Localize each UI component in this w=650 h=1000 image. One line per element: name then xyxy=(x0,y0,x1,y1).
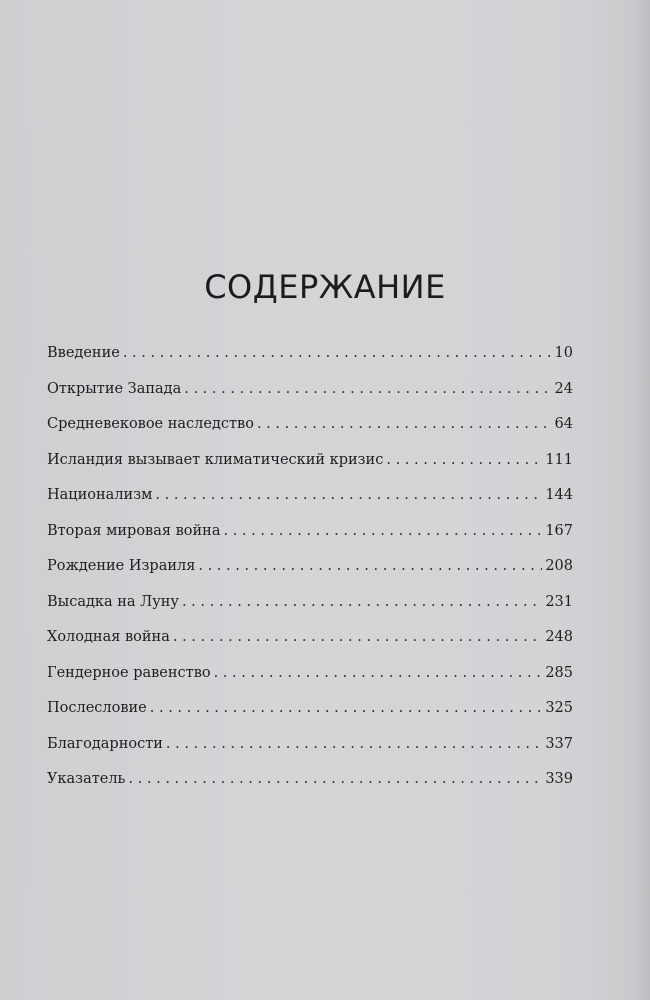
toc-entry-label: Благодарности xyxy=(47,735,163,752)
toc-entry-label: Средневековое наследство xyxy=(47,416,254,432)
toc-entry-label: Гендерное равенство xyxy=(47,664,211,681)
toc-entry-page-number: 10 xyxy=(554,345,573,361)
toc-entry xyxy=(47,764,573,800)
page-edge-shadow xyxy=(632,0,650,1000)
toc-entry xyxy=(47,480,573,516)
dot-leader xyxy=(173,622,542,652)
toc-entry xyxy=(47,622,573,658)
toc-entry-page-number: 231 xyxy=(545,593,573,610)
table-of-contents xyxy=(47,338,573,800)
toc-entry xyxy=(47,409,573,445)
toc-entry xyxy=(47,516,573,552)
toc-entry-page-number: 144 xyxy=(545,487,573,503)
toc-entry-page-number: 64 xyxy=(554,416,573,432)
toc-entry-page-number: 337 xyxy=(545,735,573,752)
dot-leader xyxy=(128,764,542,794)
toc-entry-label: Открытие Запада xyxy=(47,380,182,397)
toc-entry-page-number: 325 xyxy=(545,700,573,716)
dot-leader xyxy=(155,480,542,510)
dot-leader xyxy=(184,374,551,404)
dot-leader xyxy=(214,658,543,688)
toc-entry-page-number: 339 xyxy=(545,771,573,787)
toc-entry xyxy=(47,587,573,623)
toc-entry-page-number: 111 xyxy=(545,451,573,468)
toc-entry xyxy=(47,693,573,729)
toc-entry-label: Рождение Израиля xyxy=(47,558,196,574)
dot-leader xyxy=(257,409,552,439)
toc-entry xyxy=(47,445,573,481)
toc-entry-page-number: 167 xyxy=(545,522,573,539)
toc-entry-label: Введение xyxy=(47,345,120,361)
toc-entry-label: Национализм xyxy=(47,487,153,503)
toc-entry xyxy=(47,551,573,587)
toc-entry-label: Вторая мировая война xyxy=(47,522,221,539)
dot-leader xyxy=(166,729,542,759)
dot-leader xyxy=(386,445,542,475)
toc-entry xyxy=(47,338,573,374)
dot-leader xyxy=(123,338,552,368)
dot-leader xyxy=(150,693,543,723)
dot-leader xyxy=(198,551,542,581)
toc-entry-page-number: 248 xyxy=(545,629,573,645)
toc-entry-page-number: 24 xyxy=(554,380,573,397)
toc-entry-label: Послесловие xyxy=(47,700,147,716)
dot-leader xyxy=(182,587,542,617)
toc-entry xyxy=(47,729,573,765)
toc-entry-label: Указатель xyxy=(47,771,126,787)
page-title: СОДЕРЖАНИЕ xyxy=(204,268,446,306)
toc-entry-label: Холодная война xyxy=(47,629,170,645)
toc-entry-label: Высадка на Луну xyxy=(47,593,179,610)
toc-entry-page-number: 285 xyxy=(545,664,573,681)
toc-entry xyxy=(47,658,573,694)
toc-entry-page-number: 208 xyxy=(545,558,573,574)
dot-leader xyxy=(223,516,542,546)
toc-entry-label: Исландия вызывает климатический кризис xyxy=(47,451,384,468)
toc-entry xyxy=(47,374,573,410)
